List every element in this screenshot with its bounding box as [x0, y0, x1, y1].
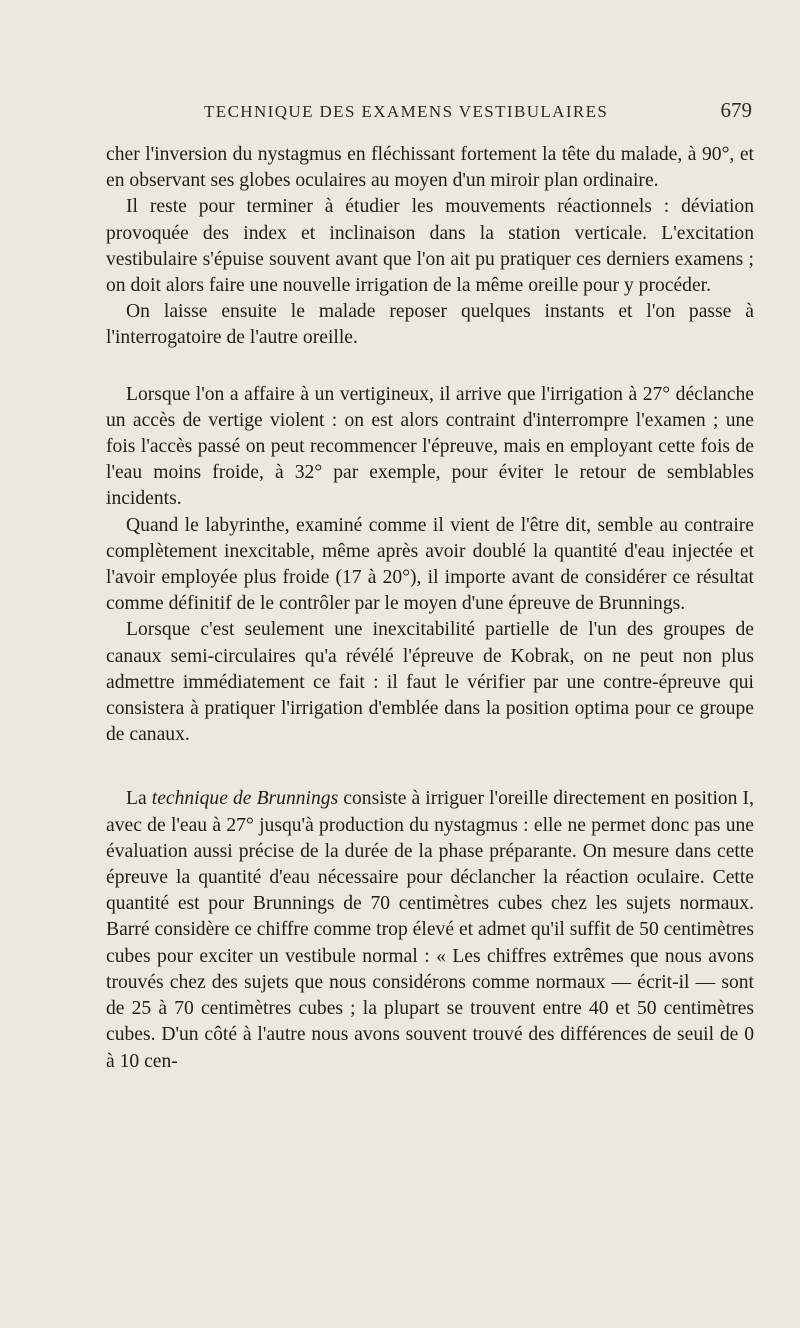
- paragraph: cher l'inversion du nystagmus en fléchissant fortement la tête du malade, à 90°, et en observant ses globes oculaires au moyen d'un miroir plan ordinaire.: [106, 144, 754, 192]
- paragraph: Lorsque c'est seulement une inexcitabilité partielle de l'un des groupes de canaux semi-circulaires qu'a révélé l'épreuve de Kobrak, on ne peut non plus admettre immédiatement ce fait : il faut le vérifier par une contre-épreuve qui consistera à pratiquer l'irrigation d'emblée dans la position optima pour ce groupe de canaux.: [106, 619, 754, 746]
- running-title: TECHNIQUE DES EXAMENS VESTIBULAIRES: [204, 102, 609, 121]
- paragraph: Quand le labyrinthe, examiné comme il vient de l'être dit, semble au contraire complètement inexcitable, même après avoir doublé la quantité d'eau injectée et l'avoir employée plus froide (17 à 20°), il importe avant de considérer ce résultat comme définitif de le contrôler par le moyen d'une épreuve de Brunnings.: [106, 514, 754, 615]
- paragraph: Il reste pour terminer à étudier les mouvements réactionnels : déviation provoquée des index et inclinaison dans la station verticale. L'excitation vestibulaire s'épuise souvent avant que l'on ait pu pratiquer ces derniers examens ; on doit alors faire une nouvelle irrigation de la même oreille pour y procéder.: [106, 196, 754, 297]
- body-text: [106, 142, 754, 1075]
- page-header: [0, 98, 800, 130]
- section-gap: [106, 352, 754, 382]
- paragraph-rest: consiste à irriguer l'oreille directement en position I, avec de l'eau à 27° jusqu'à production du nystagmus : elle ne permet donc pas une évaluation aussi précise de la durée de la phase préparante. On mesure dans cette épreuve la quantité d'eau nécessaire pour déclancher la réaction oculaire. Cette quantité est pour Brunnings de 70 centimètres cubes chez les sujets normaux. Barré considère ce chiffre comme trop élevé et admet qu'il suffit de 50 centimètres cubes pour exciter un vestibule normal : « Les chiffres extrêmes que nous avons trouvés chez des sujets que nous considérons comme normaux — écrit-il — sont de 25 à 70 centimètres cubes ; la plupart se trouvent entre 40 et 50 centimètres cubes. D'un côté à l'autre nous avons souvent trouvé des différences de seuil de 0 à 10 cen-: [106, 788, 754, 1072]
- paragraph-lead: La: [126, 788, 152, 810]
- paragraph: On laisse ensuite le malade reposer quelques instants et l'on passe à l'interrogatoire de l'autre oreille.: [106, 301, 754, 349]
- section-gap: [106, 748, 754, 786]
- paragraph: Lorsque l'on a affaire à un vertigineux, il arrive que l'irrigation à 27° déclanche un accès de vertige violent : on est alors contraint d'interrompre l'examen ; une fois l'accès passé on peut recommencer l'épreuve, mais en employant cette fois de l'eau moins froide, à 32° par exemple, pour éviter le retour de semblables incidents.: [106, 383, 754, 510]
- paragraph-brunnings: [106, 786, 754, 1074]
- italic-term: technique de Brunnings: [151, 788, 339, 810]
- page-number: 679: [720, 98, 752, 122]
